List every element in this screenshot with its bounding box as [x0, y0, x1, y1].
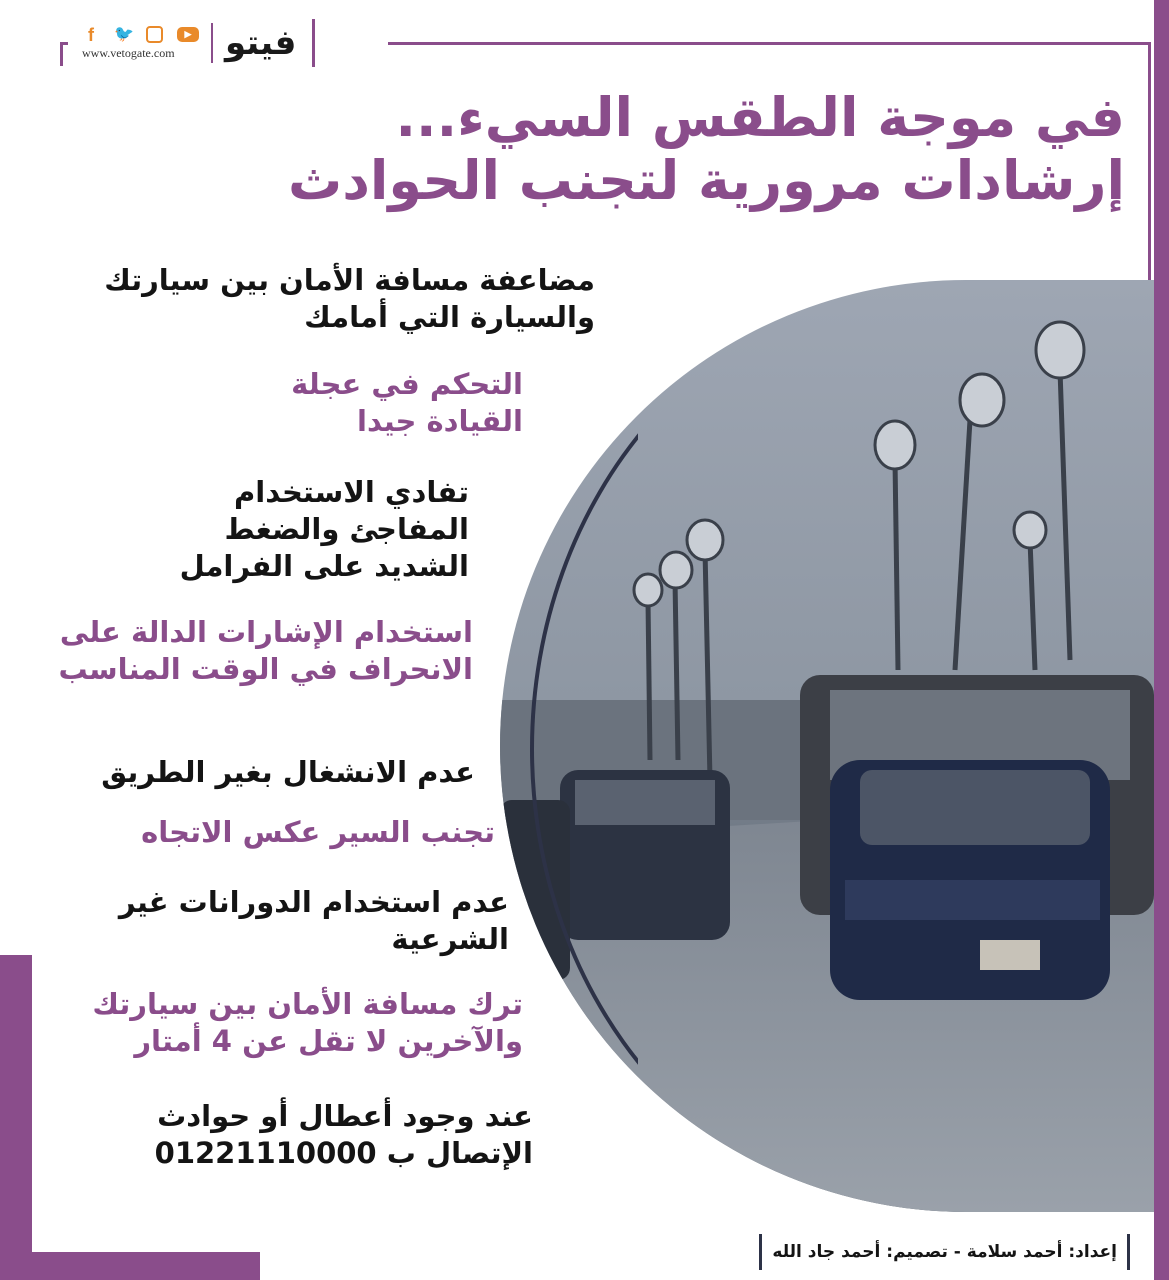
youtube-icon[interactable]: ▶: [177, 27, 199, 42]
tip-8: ترك مسافة الأمان بين سيارتك والآخرين لا تقل عن 4 أمتار: [92, 987, 523, 1058]
tip-7: عدم استخدام الدورانات غير الشرعية: [118, 885, 509, 956]
instagram-icon[interactable]: [146, 26, 163, 43]
frame-left-line: [60, 42, 63, 66]
tip-4: استخدام الإشارات الدالة على الانحراف في الوقت المناسب: [58, 615, 473, 686]
website-url[interactable]: www.vetogate.com: [82, 45, 175, 60]
frame-right-line: [1148, 42, 1151, 282]
bottom-purple-block: [0, 1252, 260, 1280]
right-purple-edge: [1154, 0, 1169, 1280]
credits-text: إعداد: أحمد سلامة - تصميم: أحمد جاد الله: [772, 1242, 1117, 1262]
social-block: [82, 26, 199, 61]
footer-bar-left: [759, 1234, 762, 1270]
title-line-1: في موجة الطقس السيء...: [395, 86, 1125, 149]
social-icons: [82, 26, 199, 44]
brand-header: [68, 16, 388, 70]
footer-bar-right: [1127, 1234, 1130, 1270]
header-divider: [211, 23, 213, 63]
twitter-icon[interactable]: 🐦: [114, 25, 134, 43]
vetogate-logo: فيتو: [225, 23, 297, 63]
tip-2: التحكم في عجلة القيادة جيدا: [291, 367, 523, 438]
title-line-2: إرشادات مرورية لتجنب الحوادث: [287, 149, 1125, 213]
header-end-bar: [312, 19, 315, 67]
tip-3: تفادي الاستخدام المفاجئ والضغط الشديد على الفرامل: [179, 475, 469, 583]
facebook-icon[interactable]: f: [88, 24, 94, 45]
tip-6: تجنب السير عكس الاتجاه: [141, 815, 495, 849]
tip-9: عند وجود أعطال أو حوادث الإتصال ب 01221110000: [154, 1099, 533, 1170]
left-purple-block: [0, 955, 32, 1280]
credits-footer: [640, 1232, 1130, 1272]
tip-1: مضاعفة مسافة الأمان بين سيارتك والسيارة التي أمامك: [104, 263, 595, 334]
tip-5: عدم الانشغال بغير الطريق: [101, 755, 475, 789]
page-title: [288, 86, 1125, 212]
